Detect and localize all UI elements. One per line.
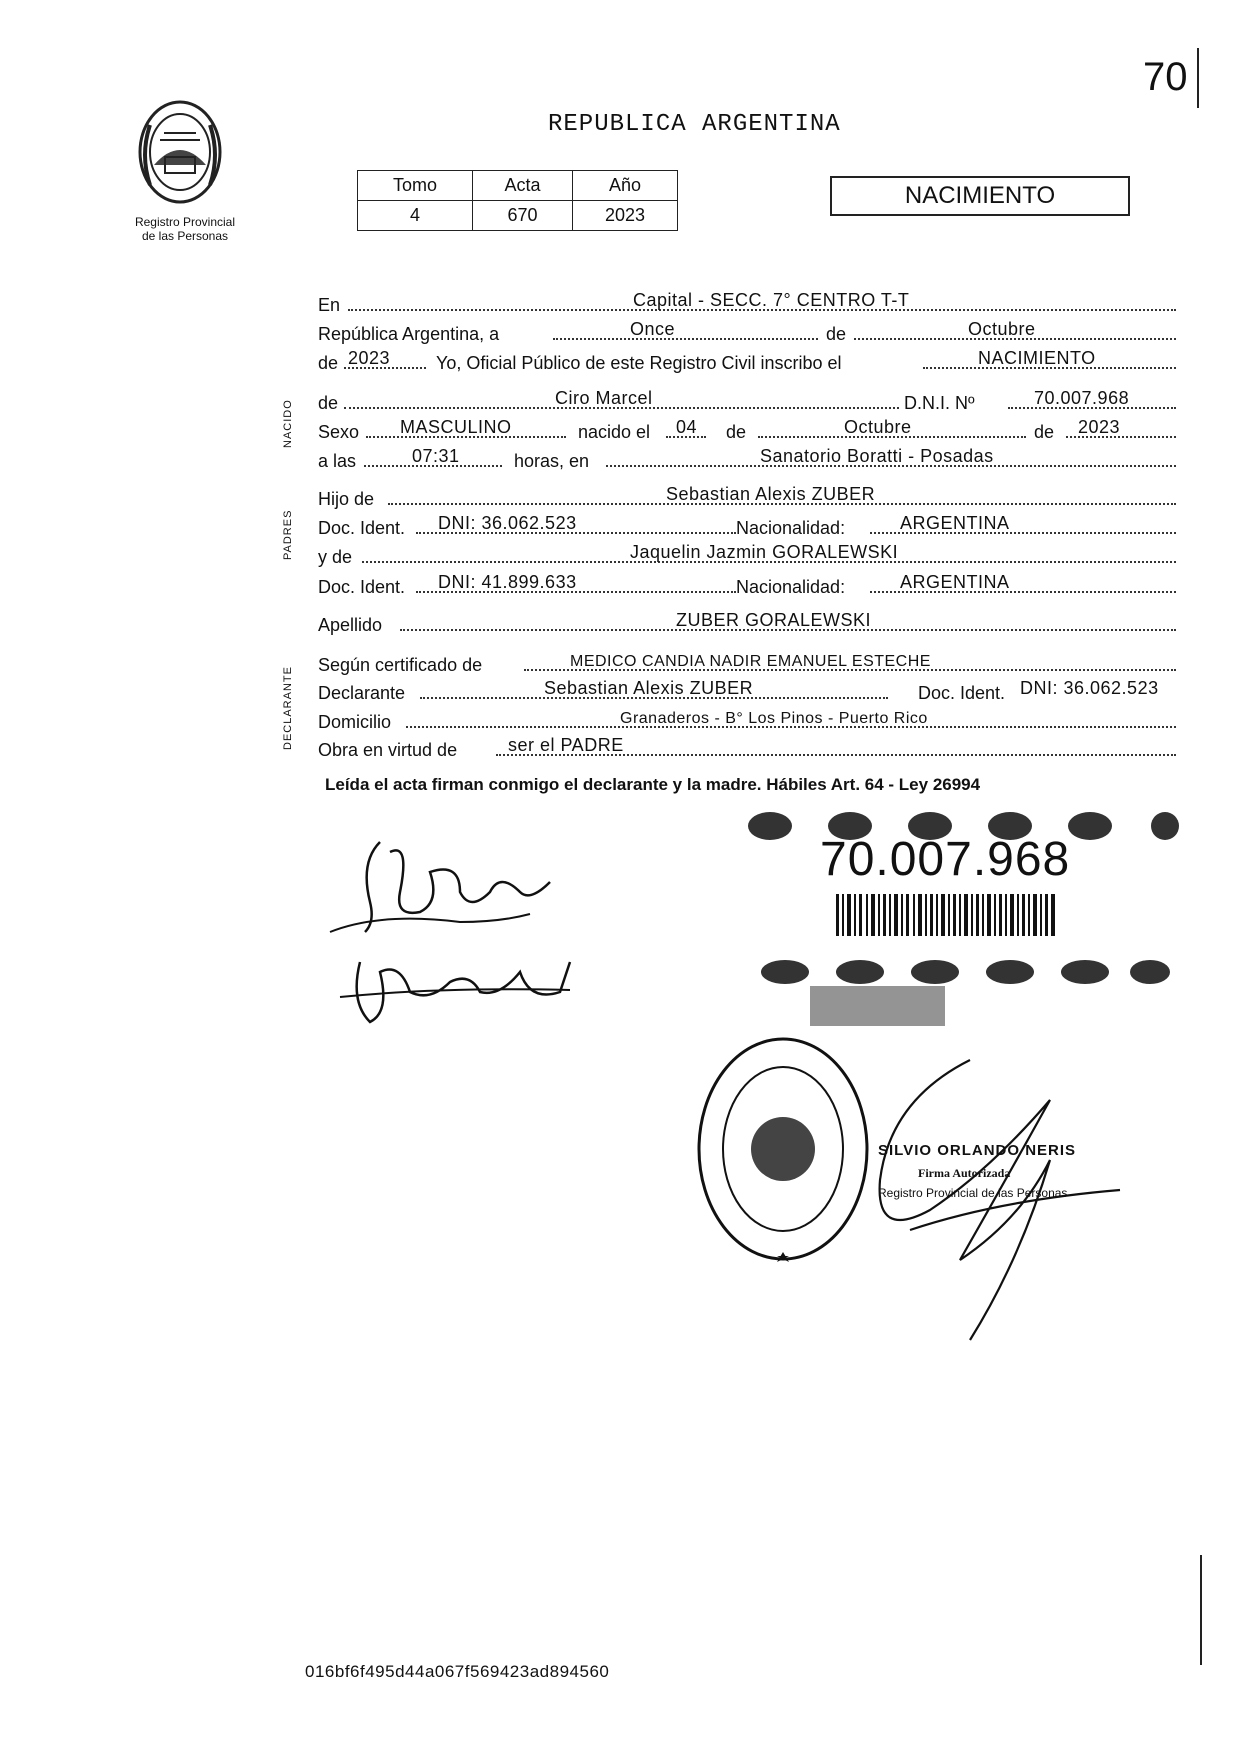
signer-name: SILVIO ORLANDO NERIS: [878, 1142, 1077, 1159]
hijo-label: Hijo de: [318, 489, 375, 509]
declarante-label: Declarante: [318, 683, 406, 703]
en-label: En: [318, 295, 341, 315]
de-label-4: de: [726, 422, 747, 442]
tipo-value: NACIMIENTO: [978, 348, 1096, 368]
line-sexo: [318, 415, 1176, 443]
dotted-line: [553, 338, 818, 340]
y-de-label: y de: [318, 547, 353, 567]
padre-value: Sebastian Alexis ZUBER: [666, 484, 876, 504]
coat-of-arms-icon: [120, 95, 240, 210]
obra-label: Obra en virtud de: [318, 740, 458, 760]
apellido-value: ZUBER GORALEWSKI: [676, 610, 872, 630]
certificado-value: MEDICO CANDIA NADIR EMANUEL ESTECHE: [570, 653, 931, 670]
right-margin-rule: [1200, 1555, 1202, 1665]
line-domicilio: [318, 705, 1176, 733]
de-label-5: de: [1034, 422, 1055, 442]
nacido-label: nacido el: [578, 422, 651, 442]
madre-nac: ARGENTINA: [900, 572, 1010, 592]
page-number: 70: [1143, 55, 1188, 99]
anio-value: 2023: [573, 201, 678, 231]
declarante-doc: DNI: 36.062.523: [1020, 678, 1159, 698]
padre-nac: ARGENTINA: [900, 513, 1010, 533]
declarante-value: Sebastian Alexis ZUBER: [544, 678, 754, 698]
nac-mes: Octubre: [844, 417, 912, 437]
mes-value: Octubre: [968, 319, 1036, 339]
stamp-block-icon: [810, 986, 945, 1026]
signer-role: Firma Autorizada: [918, 1166, 1011, 1180]
horas-en-label: horas, en: [514, 451, 590, 471]
a-las-label: a las: [318, 451, 357, 471]
registry-table: [357, 170, 678, 231]
logo-caption: [110, 215, 260, 243]
apellido-label: Apellido: [318, 615, 383, 635]
line-hijo: [318, 482, 1176, 510]
domicilio-label: Domicilio: [318, 712, 392, 732]
line-madre-doc: [318, 570, 1176, 598]
security-pattern-bottom: [755, 954, 1175, 988]
anio-header: Año: [573, 171, 678, 201]
doc-ident-label-3: Doc. Ident.: [918, 683, 1006, 703]
padre-doc: DNI: 36.062.523: [438, 513, 577, 533]
line-nombre: [318, 386, 1176, 414]
registry-table-header: [358, 171, 678, 201]
certificado-label: Según certificado de: [318, 655, 483, 675]
nacionalidad-label-2: Nacionalidad:: [736, 577, 846, 597]
dia-value: Once: [630, 319, 676, 339]
line-apellido: [318, 608, 1176, 636]
stamp-dni-number: 70.007.968: [820, 833, 1071, 886]
obra-value: ser el PADRE: [508, 735, 624, 755]
tomo-value: 4: [358, 201, 473, 231]
line-padre-doc: [318, 511, 1176, 539]
madre-doc: DNI: 41.899.633: [438, 572, 577, 592]
side-label-declarante: DECLARANTE: [282, 666, 294, 750]
nac-dia: 04: [676, 417, 698, 437]
republica-label: República Argentina, a: [318, 324, 500, 344]
official-seal: [693, 1034, 873, 1264]
record-type-box: NACIMIENTO: [830, 176, 1130, 216]
signature-declarante: [320, 822, 580, 1042]
sexo-label: Sexo: [318, 422, 360, 442]
line-certificado: [318, 648, 1176, 676]
nombre-value: Ciro Marcel: [555, 388, 653, 408]
en-value: Capital - SECC. 7° CENTRO T-T: [633, 290, 910, 310]
line-obra: [318, 733, 1176, 761]
registry-table-values: [358, 201, 678, 231]
tomo-header: Tomo: [358, 171, 473, 201]
line-madre: [318, 540, 1176, 568]
signature-authorized: [850, 1040, 1150, 1370]
nac-anio: 2023: [1078, 417, 1121, 437]
barcode-icon: [836, 894, 1056, 936]
line-declarante: [318, 676, 1176, 704]
lugar-value: Sanatorio Boratti - Posadas: [760, 446, 994, 466]
acta-value: 670: [473, 201, 573, 231]
anio-value: 2023: [348, 348, 391, 368]
domicilio-value: Granaderos - B° Los Pinos - Puerto Rico: [620, 710, 928, 727]
right-margin-line: [1197, 48, 1199, 108]
logo-caption-line1: Registro Provincial: [134, 215, 236, 229]
dni-value: 70.007.968: [1034, 388, 1130, 408]
logo-caption-line2: de las Personas: [141, 229, 229, 243]
de-label-2: de: [318, 353, 339, 373]
de-label: de: [826, 324, 847, 344]
doc-ident-label-2: Doc. Ident.: [318, 577, 406, 597]
madre-value: Jaquelin Jazmin GORALEWSKI: [630, 542, 899, 562]
signer-org: Registro Provincial de las Personas: [878, 1186, 1068, 1200]
firman-text: Leída el acta firman conmigo el declarante y la madre. Hábiles Art. 64 - Ley 26994: [325, 775, 981, 794]
document-hash: 016bf6f495d44a067f569423ad894560: [305, 1662, 610, 1681]
document-title: REPUBLICA ARGENTINA: [548, 111, 841, 138]
line-hora: [318, 444, 1176, 472]
line-republica: [318, 317, 1176, 345]
hora-value: 07:31: [412, 446, 460, 466]
nacionalidad-label: Nacionalidad:: [736, 518, 846, 538]
dni-label: D.N.I. Nº: [904, 393, 975, 413]
oficial-text: Yo, Oficial Público de este Registro Civil inscribo el: [436, 353, 842, 373]
sexo-value: MASCULINO: [400, 417, 512, 437]
side-label-nacido: NACIDO: [282, 399, 294, 448]
line-en: [318, 288, 1176, 316]
line-oficial: [318, 346, 1176, 374]
doc-ident-label: Doc. Ident.: [318, 518, 406, 538]
acta-header: Acta: [473, 171, 573, 201]
de-label-3: de: [318, 393, 339, 413]
side-label-padres: PADRES: [282, 509, 294, 560]
registry-logo: [120, 95, 250, 243]
